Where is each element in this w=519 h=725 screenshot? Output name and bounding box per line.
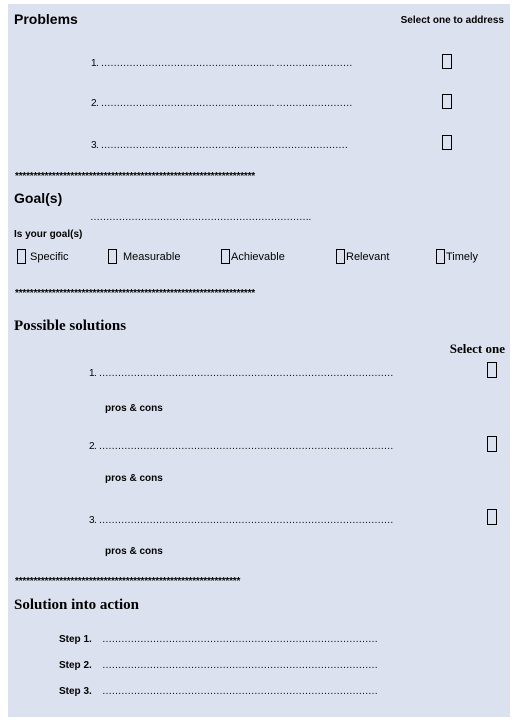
problems-heading: Problems xyxy=(14,11,78,27)
step-line-3[interactable]: …………………………………………………………………………… xyxy=(102,686,378,697)
measurable-label: Measurable xyxy=(123,251,181,263)
solution-checkbox-3[interactable] xyxy=(487,509,497,525)
step-label-3: Step 3. xyxy=(59,686,92,697)
goals-heading: Goal(s) xyxy=(14,190,63,206)
relevant-checkbox[interactable] xyxy=(336,249,345,264)
solution-checkbox-1[interactable] xyxy=(487,362,497,378)
specific-label: Specific xyxy=(30,251,69,263)
step-line-2[interactable]: …………………………………………………………………………… xyxy=(102,660,378,671)
problem-checkbox-1[interactable] xyxy=(442,54,452,69)
step-line-1[interactable]: …………………………………………………………………………… xyxy=(102,634,378,645)
goal-question: Is your goal(s) xyxy=(14,229,83,240)
goal-line[interactable]: ……………………………………………………………. xyxy=(90,212,311,223)
action-heading: Solution into action xyxy=(14,597,140,613)
solution-line-2[interactable]: 2. ………………………………………………………………………………… xyxy=(89,441,394,452)
problem-line-3[interactable]: 3. …………………………………………………………………… xyxy=(91,140,348,151)
achievable-label: Achievable xyxy=(231,251,285,263)
specific-checkbox[interactable] xyxy=(17,249,26,264)
timely-label: Timely xyxy=(446,251,478,263)
problem-line-1[interactable]: 1. ………………………………………………. …………………… xyxy=(91,58,353,69)
solution-pros-cons-1: pros & cons xyxy=(105,403,163,414)
solution-pros-cons-2: pros & cons xyxy=(105,473,163,484)
section-separator: ***************************************************************** xyxy=(15,171,255,182)
worksheet xyxy=(8,4,510,717)
solutions-select-label: Select one xyxy=(449,341,505,356)
step-label-1: Step 1. xyxy=(59,634,92,645)
section-separator: ***************************************************************** xyxy=(15,288,255,299)
solution-pros-cons-3: pros & cons xyxy=(105,546,163,557)
problem-checkbox-2[interactable] xyxy=(442,94,452,109)
solution-line-3[interactable]: 3. ………………………………………………………………………………… xyxy=(89,515,394,526)
solution-line-1[interactable]: 1. ………………………………………………………………………………… xyxy=(89,368,394,379)
problem-checkbox-3[interactable] xyxy=(442,135,452,150)
relevant-label: Relevant xyxy=(346,251,390,263)
solutions-heading: Possible solutions xyxy=(14,318,127,334)
timely-checkbox[interactable] xyxy=(436,249,445,264)
achievable-checkbox[interactable] xyxy=(221,249,230,264)
problem-line-2[interactable]: 2. ………………………………………………. …………………… xyxy=(91,98,353,109)
problems-select-label: Select one to address xyxy=(400,15,504,26)
section-separator: ************************************************************* xyxy=(15,576,241,587)
measurable-checkbox[interactable] xyxy=(108,249,117,264)
step-label-2: Step 2. xyxy=(59,660,92,671)
solution-checkbox-2[interactable] xyxy=(487,436,497,452)
